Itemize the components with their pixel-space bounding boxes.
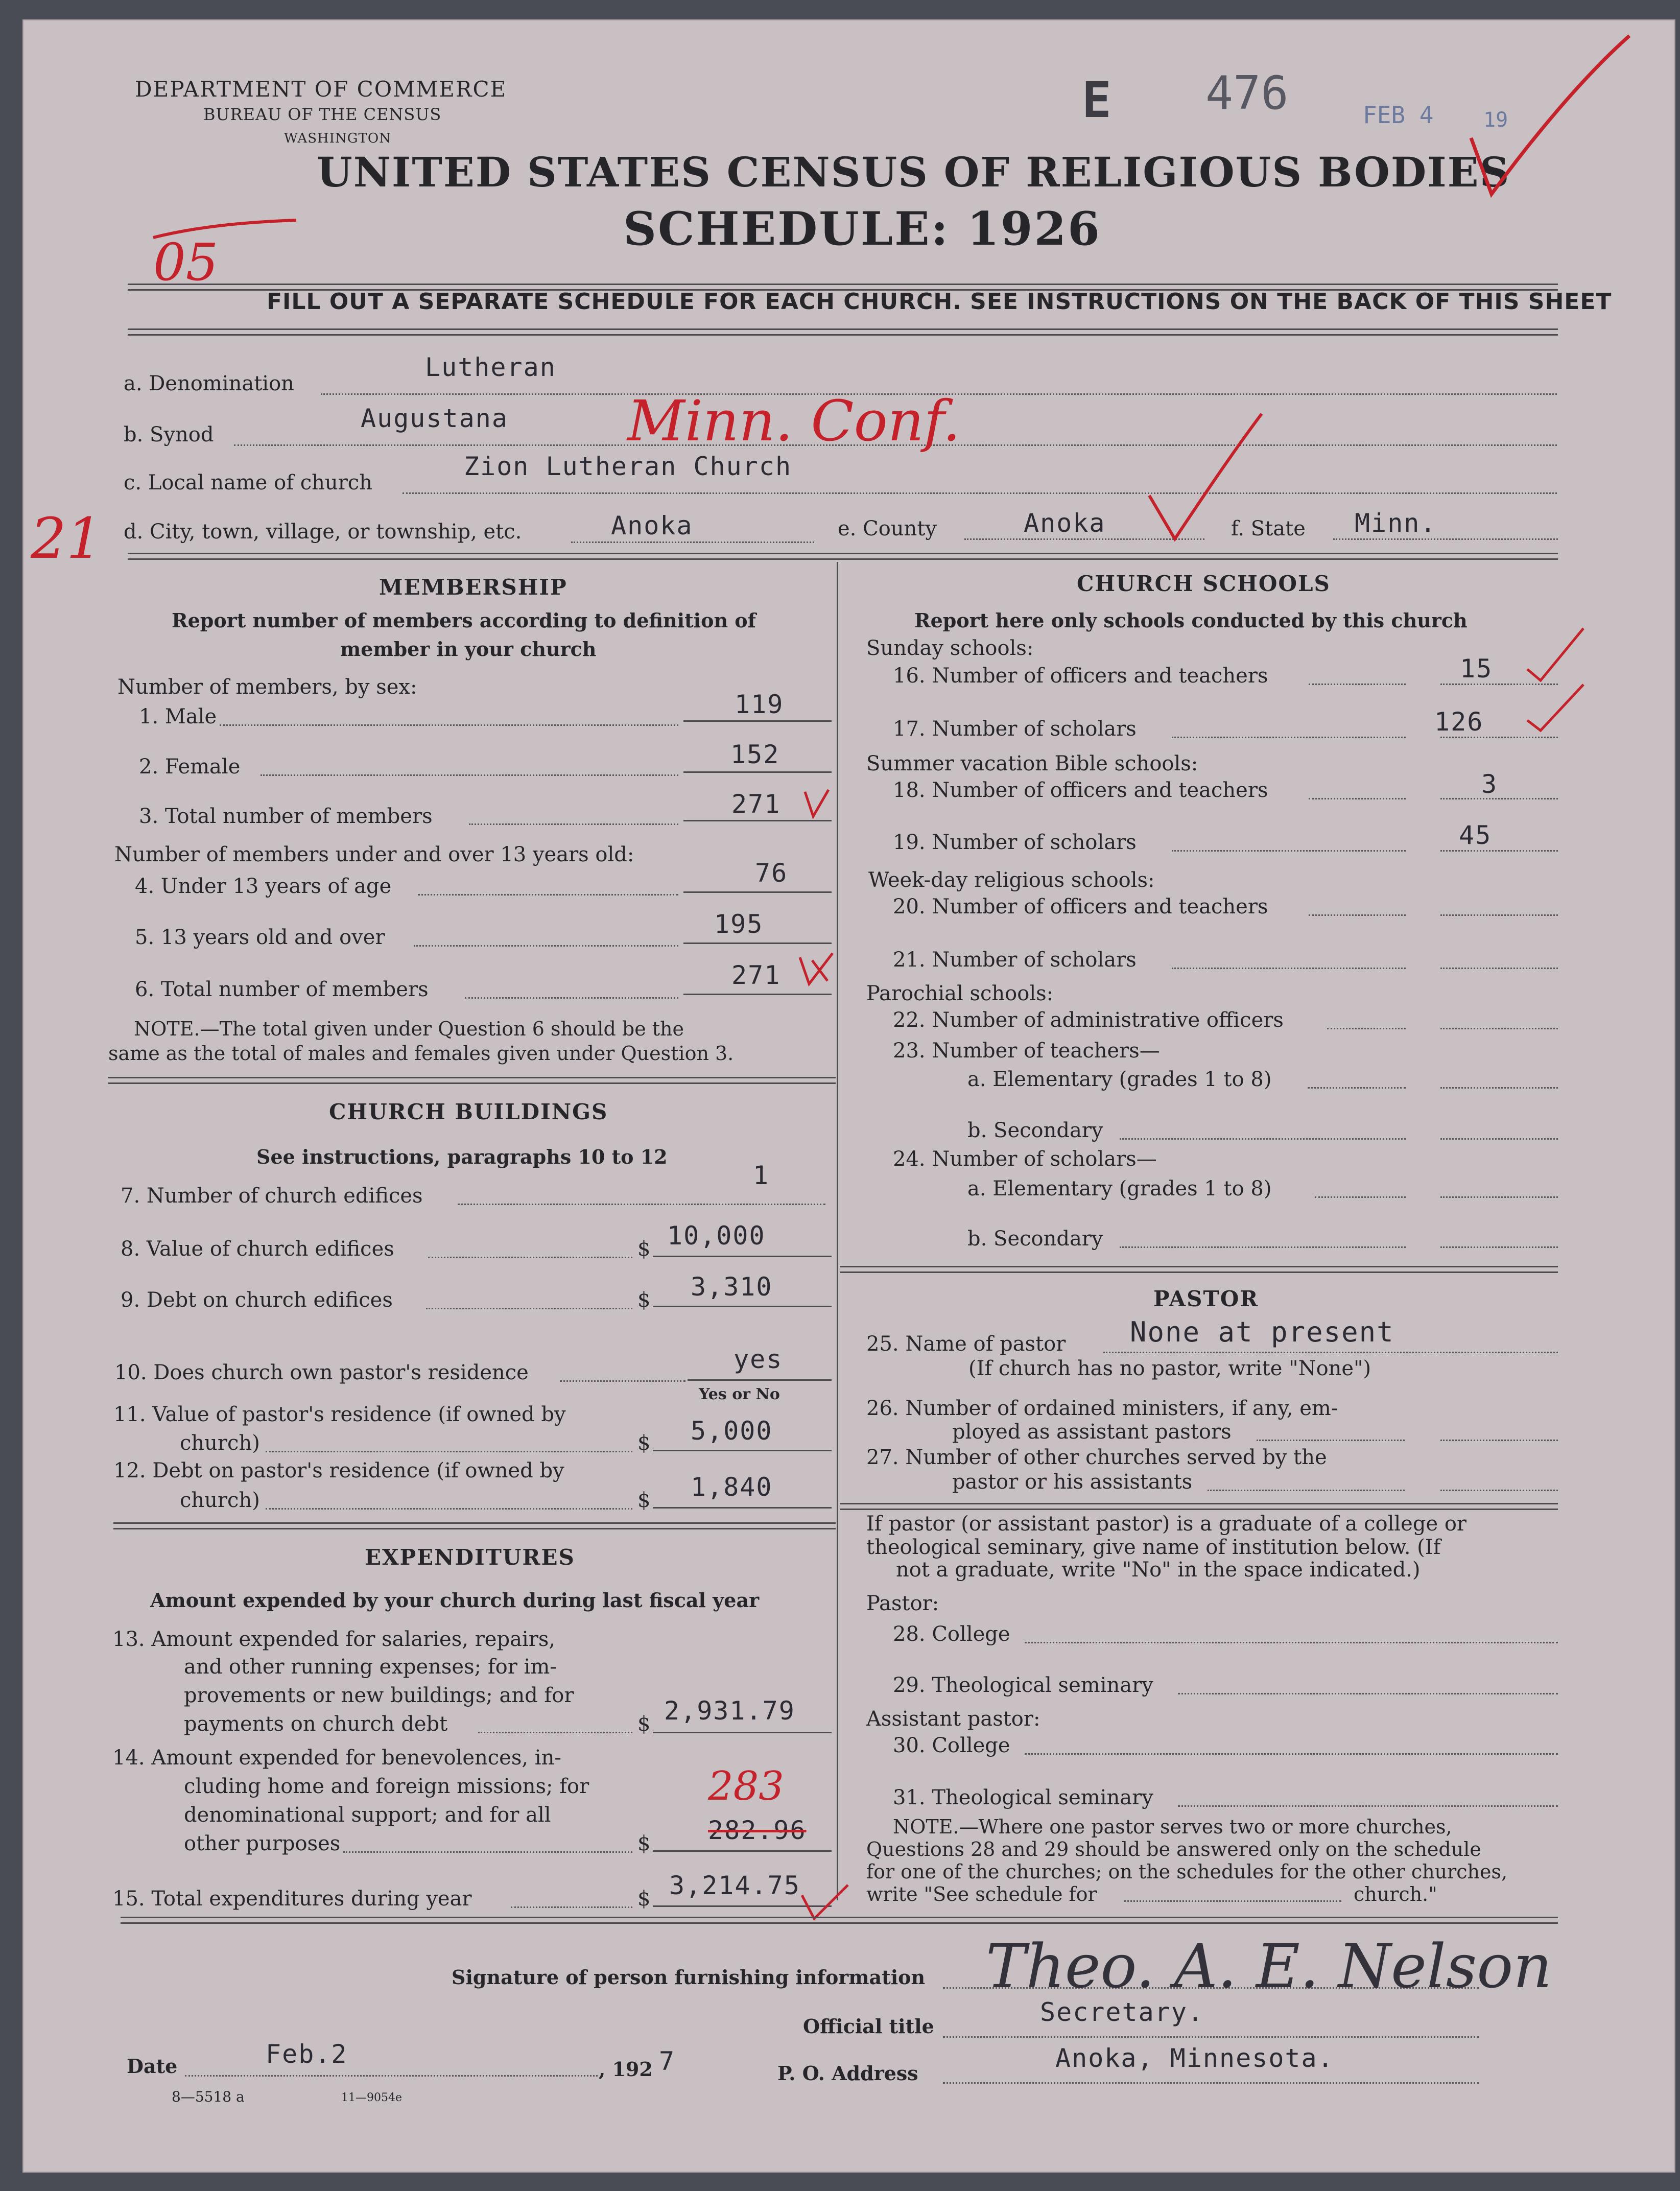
res-debt-label-2: church) [180, 1489, 260, 1512]
res-debt-dollar: $ [637, 1489, 651, 1512]
pastor-note-2: Questions 28 and 29 should be answered only on the schedule [866, 1838, 1481, 1860]
q28-label: 28. College [893, 1622, 1010, 1646]
edifices-value: 1 [753, 1161, 770, 1190]
red-synod-note: Minn. Conf. [627, 388, 961, 454]
q23-label: 23. Number of teachers— [893, 1039, 1160, 1063]
pastor-name-label: 25. Name of pastor [866, 1332, 1066, 1356]
male-value: 119 [735, 690, 784, 719]
red-check-q16 [1522, 623, 1589, 685]
pastor-note-1: NOTE.—Where one pastor serves two or more churches, [893, 1816, 1452, 1838]
q14-line-3: denominational support; and for all [184, 1803, 551, 1827]
q14-line-4: other purposes [184, 1832, 341, 1855]
yes-no-hint: Yes or No [699, 1385, 780, 1403]
print-number: 11—9054e [341, 2091, 403, 2104]
buildings-heading: CHURCH BUILDINGS [329, 1099, 608, 1124]
county-label: e. County [838, 517, 937, 540]
red-check-total [802, 787, 833, 822]
bureau-name: BUREAU OF THE CENSUS [203, 105, 442, 124]
residence-value: yes [733, 1345, 783, 1374]
membership-note-2: same as the total of males and females given under Question 3. [108, 1042, 734, 1065]
q16-label: 16. Number of officers and teachers [893, 664, 1268, 688]
q20-label: 20. Number of officers and teachers [893, 895, 1268, 918]
under-13-value: 76 [755, 858, 788, 888]
age-members-label: Number of members under and over 13 years old: [114, 843, 634, 866]
po-address-label: P. O. Address [777, 2062, 918, 2085]
county-value: Anoka [1024, 508, 1106, 538]
synod-value: Augustana [361, 404, 508, 433]
received-date-stamp: FEB 4 [1363, 101, 1434, 129]
header-rule-bottom [128, 328, 1558, 336]
form-title: UNITED STATES CENSUS OF RELIGIOUS BODIES [317, 148, 1510, 196]
q17-label: 17. Number of scholars [893, 717, 1137, 741]
city-value: Anoka [611, 511, 693, 540]
schools-heading: CHURCH SCHOOLS [1077, 571, 1331, 596]
denomination-label: a. Denomination [124, 372, 294, 395]
q14-line-2: cluding home and foreign missions; for [184, 1775, 589, 1798]
res-debt: 1,840 [691, 1472, 773, 1502]
res-debt-label-1: 12. Debt on pastor's residence (if owned by [113, 1459, 564, 1482]
q30-label: 30. College [893, 1734, 1010, 1757]
q19-value: 45 [1459, 820, 1492, 850]
q31-label: 31. Theological seminary [893, 1786, 1153, 1809]
red-underline-mark [148, 217, 301, 248]
pastor-name-value: None at present [1130, 1316, 1394, 1348]
q26-line-2: ployed as assistant pastors [952, 1420, 1232, 1444]
instructions-line: FILL OUT A SEPARATE SCHEDULE FOR EACH CHURCH. SEE INSTRUCTIONS ON THE BACK OF THIS SHEET [267, 289, 1612, 315]
membership-sub-1: Report number of members according to definition of [172, 609, 756, 632]
edifices-label: 7. Number of church edifices [121, 1184, 423, 1208]
debt-edifices: 3,310 [691, 1272, 773, 1302]
red-check-q17 [1522, 679, 1589, 736]
buildings-sub: See instructions, paragraphs 10 to 12 [256, 1145, 668, 1168]
denomination-value: Lutheran [425, 352, 556, 382]
res-value-label-2: church) [180, 1431, 260, 1455]
total-members-label: 3. Total number of members [139, 805, 433, 828]
graduate-note-2: theological seminary, give name of institution below. (If [866, 1536, 1441, 1559]
membership-sub-2: member in your church [340, 638, 597, 661]
q18-label: 18. Number of officers and teachers [893, 779, 1268, 802]
city-label: d. City, town, village, or township, etc. [124, 520, 522, 544]
local-name-label: c. Local name of church [124, 471, 372, 494]
q24a-label: a. Elementary (grades 1 to 8) [967, 1177, 1272, 1200]
state-label: f. State [1231, 517, 1306, 540]
over-13-value: 195 [714, 909, 764, 939]
debt-dollar: $ [637, 1288, 651, 1312]
date-label: Date [127, 2055, 178, 2078]
q26-line-1: 26. Number of ordained ministers, if any, em- [866, 1397, 1338, 1420]
q13-dollar: $ [637, 1712, 651, 1736]
red-check-mark-top [1461, 26, 1645, 220]
pastor-name-note: (If church has no pastor, write "None") [968, 1357, 1371, 1380]
red-code-21: 21 [31, 506, 102, 571]
pastor-note-5: church." [1354, 1883, 1437, 1905]
q18-value: 3 [1481, 769, 1498, 799]
date-value: Feb.2 [266, 2039, 348, 2069]
year-prefix: , 192 [599, 2058, 653, 2081]
red-check-total-6 [797, 950, 838, 991]
over-13-label: 5. 13 years old and over [135, 926, 385, 949]
q13-line-3: provements or new buildings; and for [184, 1684, 574, 1707]
q23a-label: a. Elementary (grades 1 to 8) [967, 1068, 1272, 1091]
q27-line-1: 27. Number of other churches served by the [866, 1446, 1327, 1469]
q29-label: 29. Theological seminary [893, 1674, 1153, 1697]
summer-schools-label: Summer vacation Bible schools: [866, 752, 1198, 775]
residence-label: 10. Does church own pastor's residence [114, 1361, 529, 1384]
parochial-schools-label: Parochial schools: [866, 982, 1054, 1005]
received-year-stamp: 19 [1483, 108, 1508, 132]
value-label: 8. Value of church edifices [121, 1237, 394, 1261]
female-value: 152 [730, 740, 780, 769]
membership-heading: MEMBERSHIP [379, 575, 567, 600]
q24-label: 24. Number of scholars— [893, 1147, 1157, 1171]
female-label: 2. Female [139, 755, 241, 779]
q22-label: 22. Number of administrative officers [893, 1008, 1284, 1032]
asst-pastor-sub-label: Assistant pastor: [866, 1707, 1040, 1731]
bureau-city: WASHINGTON [284, 131, 391, 146]
q15-dollar: $ [637, 1887, 651, 1911]
form-number: 8—5518 a [172, 2088, 245, 2105]
res-value-label-1: 11. Value of pastor's residence (if owned by [113, 1403, 566, 1426]
q13-value: 2,931.79 [664, 1696, 795, 1726]
total-6-label: 6. Total number of members [135, 978, 429, 1001]
expenditures-sub: Amount expended by your church during last fiscal year [150, 1589, 760, 1612]
sunday-schools-label: Sunday schools: [866, 637, 1034, 660]
q14-value: 282.96 [708, 1816, 807, 1845]
male-label: 1. Male [139, 705, 217, 728]
stamp-letter: E [1082, 72, 1111, 129]
debt-label: 9. Debt on church edifices [121, 1288, 393, 1312]
form-schedule: SCHEDULE: 1926 [623, 202, 1101, 256]
q14-line-1: 14. Amount expended for benevolences, in- [112, 1746, 561, 1770]
q15-value: 3,214.75 [669, 1871, 800, 1900]
value-dollar: $ [637, 1237, 651, 1261]
weekday-schools-label: Week-day religious schools: [868, 868, 1155, 892]
red-code-05: 05 [153, 232, 219, 292]
membership-note-1: NOTE.—The total given under Question 6 should be the [134, 1018, 684, 1040]
official-title-label: Official title [803, 2015, 934, 2038]
q15-label: 15. Total expenditures during year [112, 1887, 472, 1911]
pastor-heading: PASTOR [1153, 1286, 1259, 1311]
res-value-dollar: $ [637, 1431, 651, 1455]
total-members-value: 271 [731, 789, 781, 819]
q24b-label: b. Secondary [967, 1227, 1103, 1251]
signature-value: Theo. A. E. Nelson [986, 1931, 1552, 2001]
q21-label: 21. Number of scholars [893, 948, 1137, 972]
department-name: DEPARTMENT OF COMMERCE [135, 77, 507, 102]
graduate-note-1: If pastor (or assistant pastor) is a graduate of a college or [866, 1512, 1467, 1536]
identification-rule [128, 553, 1558, 560]
graduate-note-3: not a graduate, write "No" in the space indicated.) [896, 1558, 1421, 1582]
po-address-value: Anoka, Minnesota. [1055, 2043, 1334, 2073]
column-divider [837, 562, 838, 1900]
local-name-value: Zion Lutheran Church [464, 452, 792, 481]
official-title-value: Secretary. [1040, 1997, 1204, 2027]
value-edifices: 10,000 [667, 1221, 766, 1251]
red-correction-283: 283 [708, 1763, 784, 1809]
q27-line-2: pastor or his assistants [952, 1470, 1193, 1494]
expenditures-heading: EXPENDITURES [365, 1545, 575, 1570]
signature-label: Signature of person furnishing information [452, 1966, 926, 1989]
state-value: Minn. [1355, 508, 1437, 538]
under-13-label: 4. Under 13 years of age [135, 875, 392, 898]
q16-value: 15 [1460, 654, 1493, 684]
stamp-number: 476 [1205, 66, 1289, 120]
q23b-label: b. Secondary [967, 1119, 1103, 1142]
res-value: 5,000 [691, 1416, 773, 1446]
q17-value: 126 [1434, 707, 1484, 737]
q13-line-4: payments on church debt [184, 1712, 448, 1736]
q19-label: 19. Number of scholars [893, 831, 1137, 854]
schools-sub: Report here only schools conducted by this church [914, 609, 1468, 632]
q14-dollar: $ [637, 1832, 651, 1855]
total-6-value: 271 [731, 960, 781, 990]
members-by-sex-label: Number of members, by sex: [117, 675, 417, 699]
q13-line-1: 13. Amount expended for salaries, repairs, [112, 1628, 556, 1651]
pastor-sub-label: Pastor: [866, 1592, 939, 1615]
pastor-note-4: write "See schedule for [866, 1883, 1097, 1905]
year-digit: 7 [659, 2046, 676, 2076]
synod-label: b. Synod [124, 423, 214, 446]
q13-line-2: and other running expenses; for im- [184, 1655, 557, 1679]
pastor-note-3: for one of the churches; on the schedules for the other churches, [866, 1860, 1508, 1883]
